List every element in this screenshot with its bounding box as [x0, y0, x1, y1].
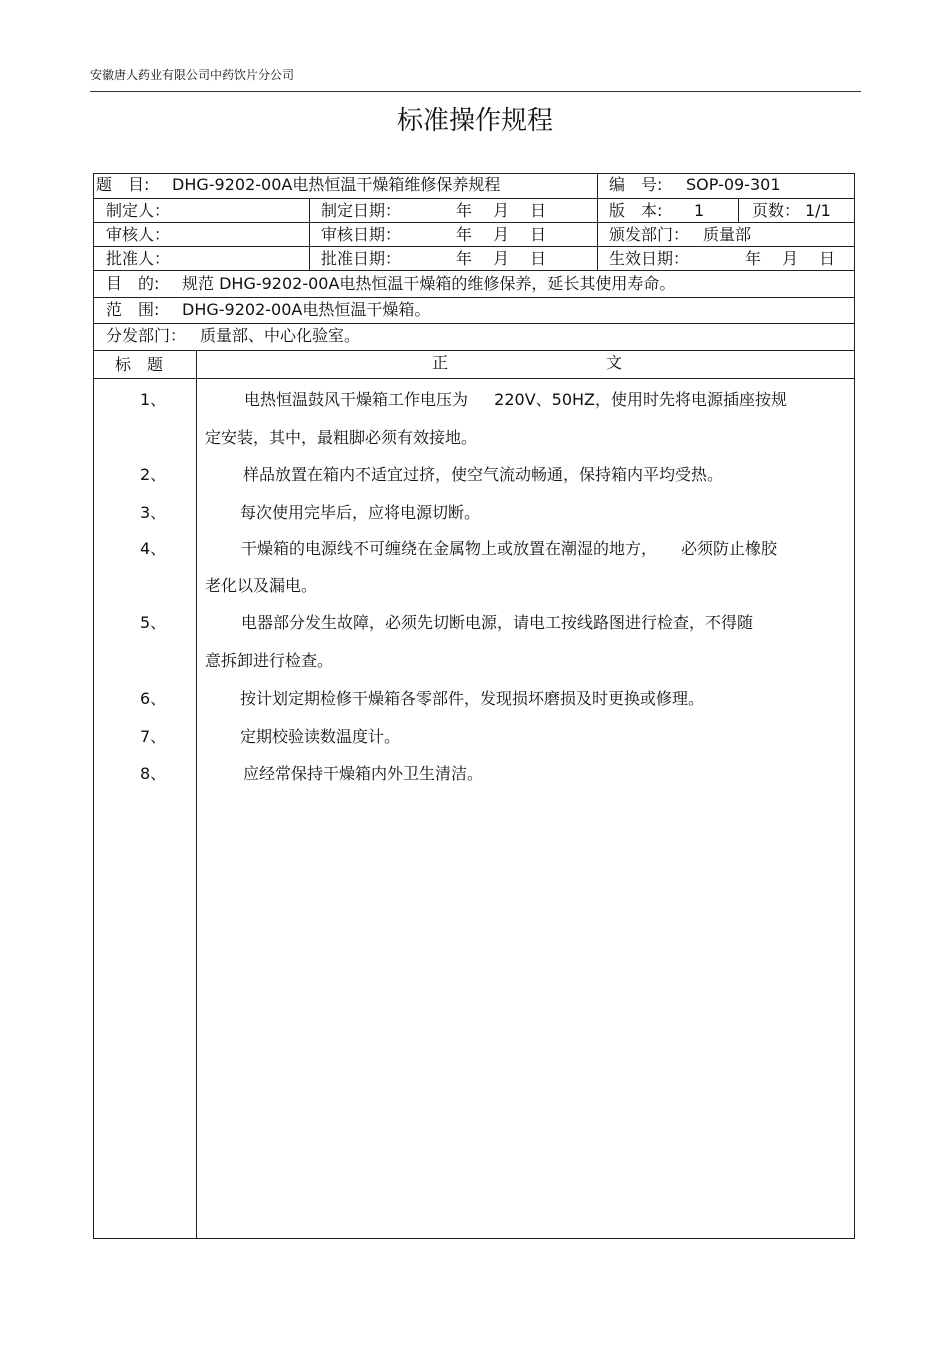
version-value: 1 [694, 201, 705, 220]
list-item-number: 4、 [140, 539, 167, 558]
issue-dept-value: 质量部 [703, 225, 752, 244]
version-label: 版 本: [609, 201, 663, 220]
row-divider [93, 323, 855, 324]
col-divider [309, 198, 310, 270]
effective-date-label: 生效日期： [609, 249, 690, 268]
list-item-number: 6、 [140, 689, 167, 708]
pages-value: 1/1 [805, 201, 831, 220]
purpose-label: 目 的: [106, 274, 160, 293]
subject-value: DHG-9202-00A电热恒温干燥箱维修保养规程 [172, 175, 501, 194]
subject-label: 题 目: [96, 175, 150, 194]
list-item-number: 5、 [140, 613, 167, 632]
row-divider [93, 246, 855, 247]
page-title: 标准操作规程 [396, 106, 553, 136]
approver-label: 批准人： [106, 249, 171, 268]
list-item-text: 电热恒温鼓风干燥箱工作电压为 220V、50HZ，使用时先将电源插座按规 [244, 390, 788, 409]
list-item-text-cont: 定安装，其中，最粗脚必须有效接地。 [205, 428, 478, 447]
col-divider [196, 350, 197, 1239]
author-label: 制定人： [106, 201, 171, 220]
row-divider [93, 270, 855, 271]
scope-value: DHG-9202-00A电热恒温干燥箱。 [182, 300, 431, 319]
author-date-value: 年 月 日 [456, 201, 547, 220]
reviewer-label: 审核人： [106, 225, 171, 244]
company-name: 安徽唐人药业有限公司中药饮片分公司 [90, 68, 295, 82]
scope-label: 范 围: [106, 300, 160, 319]
col-divider [597, 173, 598, 270]
list-item-text: 每次使用完毕后，应将电源切断。 [240, 503, 481, 522]
row-divider [93, 198, 855, 199]
reviewer-date-label: 审核日期： [321, 225, 402, 244]
reviewer-date-value: 年 月 日 [456, 225, 547, 244]
list-item-number: 7、 [140, 727, 167, 746]
list-item-text: 按计划定期检修干燥箱各零部件，发现损坏磨损及时更换或修理。 [240, 689, 705, 708]
list-item-text: 电器部分发生故障，必须先切断电源，请电工按线路图进行检查，不得随 [241, 613, 754, 632]
list-item-number: 8、 [140, 764, 167, 783]
effective-date-value: 年 月 日 [745, 249, 836, 268]
list-item-number: 3、 [140, 503, 167, 522]
approver-date-label: 批准日期： [321, 249, 402, 268]
list-item-number: 2、 [140, 465, 167, 484]
row-divider [93, 222, 855, 223]
row-divider [93, 378, 855, 379]
code-value: SOP-09-301 [686, 175, 781, 194]
approver-date-value: 年 月 日 [456, 249, 547, 268]
distribution-value: 质量部、中心化验室。 [200, 326, 361, 345]
list-item-text: 定期校验读数温度计。 [240, 727, 401, 746]
list-item-text: 样品放置在箱内不适宜过挤，使空气流动畅通，保持箱内平均受热。 [243, 465, 724, 484]
purpose-value: 规范 DHG-9202-00A电热恒温干燥箱的维修保养，延长其使用寿命。 [182, 274, 676, 293]
list-item-text: 应经常保持干燥箱内外卫生清洁。 [243, 764, 484, 783]
pages-label: 页数： [752, 201, 801, 220]
col-body-header-2: 文 [606, 353, 623, 372]
row-divider [93, 297, 855, 298]
code-label: 编 号: [609, 175, 663, 194]
col-title-header: 标 题 [115, 355, 164, 374]
header-divider [90, 91, 861, 92]
list-item-text-cont: 老化以及漏电。 [205, 576, 318, 595]
list-item-text-cont: 意拆卸进行检查。 [205, 651, 334, 670]
col-divider [738, 198, 739, 222]
row-divider [93, 350, 855, 351]
author-date-label: 制定日期： [321, 201, 402, 220]
distribution-label: 分发部门： [106, 326, 187, 345]
issue-dept-label: 颁发部门： [609, 225, 690, 244]
col-body-header-1: 正 [432, 353, 449, 372]
list-item-text: 干燥箱的电源线不可缠绕在金属物上或放置在潮湿的地方， 必须防止橡胶 [241, 539, 778, 558]
list-item-number: 1、 [140, 390, 167, 409]
